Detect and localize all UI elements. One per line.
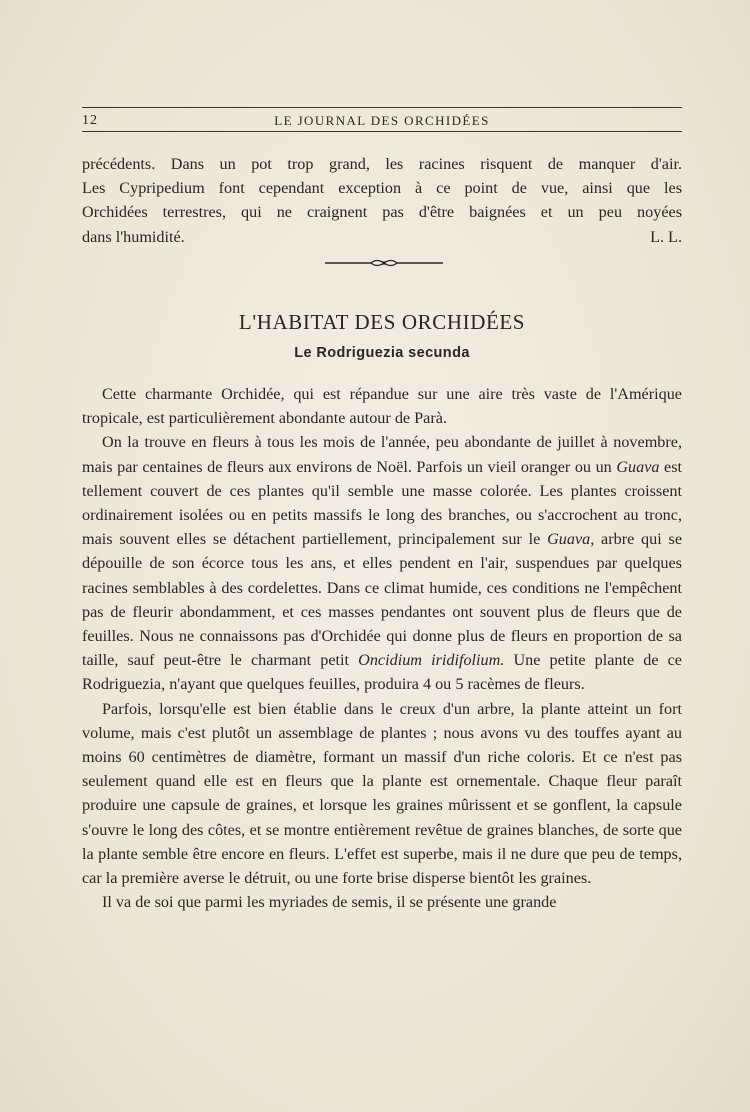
intro-line-4-text: dans l'humidité. xyxy=(82,227,185,246)
paragraph-1: Cette charmante Orchidée, qui est répandue sur une aire très vaste de l'Amérique tropicale, est particulièrement abondante autour de Parà. xyxy=(82,385,682,428)
intro-line-3: Orchidées terrestres, qui ne craignent pas d'être baignées et un peu noyées xyxy=(82,203,682,222)
intro-paragraph xyxy=(82,152,682,249)
paragraph-4: Il va de soi que parmi les myriades de semis, il se présente une grande xyxy=(102,893,557,912)
article-body xyxy=(82,382,682,914)
running-header xyxy=(82,107,682,129)
paragraph-2 xyxy=(82,430,682,696)
header-rule-top xyxy=(82,107,682,108)
header-rule-bottom xyxy=(82,131,682,132)
paragraph-2-italic-oncidium: Oncidium iridifolium. xyxy=(358,651,505,670)
running-title: LE JOURNAL DES ORCHIDÉES xyxy=(274,113,490,128)
paragraph-2-italic-guava-2: Guava, xyxy=(547,530,595,549)
paragraph-2-part-d: Une petite plante de ce Rodriguezia, n'ayant que quelques feuilles, produira 4 ou 5 racèmes de fleurs. xyxy=(82,651,682,694)
divider-ornament-icon xyxy=(325,257,443,269)
paragraph-2-part-c: arbre qui se dépouille de son écorce tous les ans, et elles pendent en l'air, suspendues par quelques racines semblables à des cordelettes. Dans ce climat humide, ces conditions ne l'empêchent pas de fleurir abondamment, et ces masses pendantes ont souvent plus de fleurs que de feuilles. Nous ne connaissons pas d'Orchidée qui donne plus de fleurs en proportion de sa taille, sauf peut-être le charmant petit xyxy=(82,530,682,670)
section-title: L'HABITAT DES ORCHIDÉES xyxy=(238,310,526,334)
intro-line-2: Les Cypripedium font cependant exception à ce point de vue, ainsi que les xyxy=(82,179,682,198)
paragraph-3: Parfois, lorsqu'elle est bien établie dans le creux d'un arbre, la plante atteint un fort volume, mais c'est plutôt un assemblage de plantes ; nous avons vu des touffes ayant au moins 60 centimètres de diamètre, formant un massif d'un riche coloris. Et ce n'est pas seulement quand elle est en fleurs que la plante est ornementale. Chaque fleur paraît produire une capsule de graines, et lorsque les graines mûrissent et se gonflent, la capsule s'ouvre le long des côtes, et se montre entièrement revêtue de graines blanches, de sorte que la plante semble être encore en fleurs. L'effet est superbe, mais il ne dure que peu de temps, car la première averse le détruit, ou une forte brise disperse bientôt les graines. xyxy=(82,699,682,888)
paragraph-2-part-b: est tellement couvert de ces plantes qu'il semble une masse colorée. Les plantes croissent ordinairement isolées ou en petits massifs le long des branches, ou s'accrochent au tronc, mais souvent elles se détachent partiellement, principalement sur le xyxy=(82,457,682,549)
intro-line-4 xyxy=(82,225,682,249)
paragraph-2-italic-guava: Guava xyxy=(616,457,660,476)
paragraph-2-part-a: On la trouve en fleurs à tous les mois de l'année, peu abondante de juillet à novembre, mais par centaines de fleurs aux environs de Noël. Parfois un vieil oranger ou un xyxy=(82,433,682,476)
page-number: 12 xyxy=(82,113,98,128)
section-subtitle: Le Rodriguezia secunda xyxy=(294,345,470,361)
intro-line-1: précédents. Dans un pot trop grand, les racines risquent de manquer d'air. xyxy=(82,155,682,173)
signature: L. L. xyxy=(650,227,682,246)
